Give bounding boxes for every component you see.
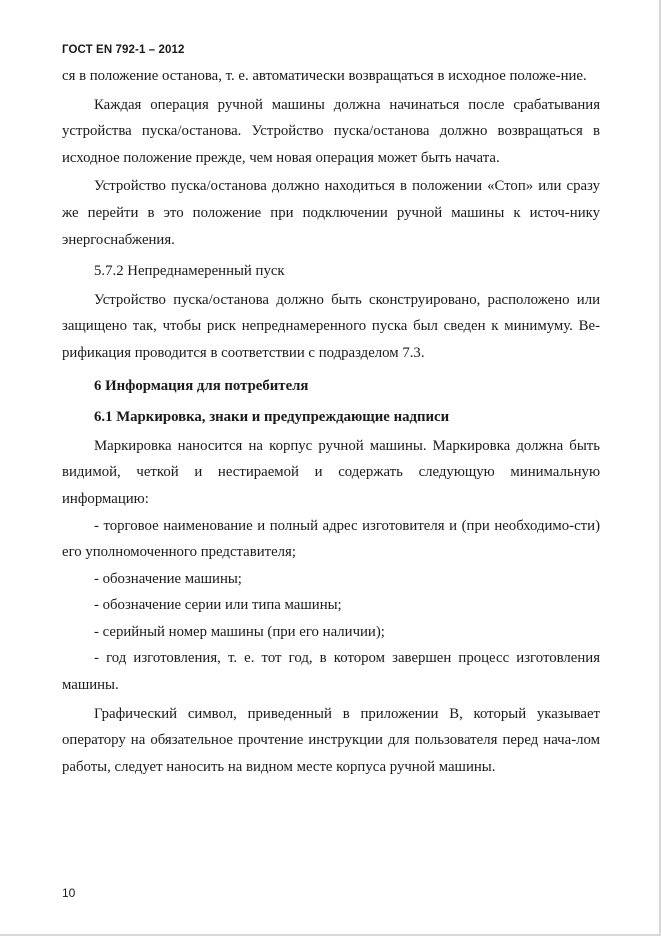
- list-item: - обозначение машины;: [94, 570, 242, 587]
- paragraph: Каждая операция ручной машины должна начинаться после срабатывания устройства пуска/останова. Устройство пуска/останова должно возвращаться в исходное положение прежде, чем новая операция может быть начата.: [62, 96, 600, 166]
- list-item: - серийный номер машины (при его наличии);: [94, 623, 385, 640]
- list-item: - обозначение серии или типа машины;: [94, 597, 342, 614]
- paragraph: Графический символ, приведенный в приложении В, который указывает оператору на обязательное прочтение инструкции для пользователя перед нача-лом работы, следует наносить на видном месте корпуса ручной машины.: [62, 705, 600, 775]
- document-body: [62, 63, 600, 780]
- section-heading: 6 Информация для потребителя: [94, 377, 309, 394]
- document-header: ГОСТ EN 792-1 – 2012: [62, 44, 185, 56]
- paragraph: Устройство пуска/останова должно быть сконструировано, расположено или защищено так, чтобы риск непреднамеренного пуска был сведен к минимуму. Ве-рификация проводится в соответствии с подразделом 7.3.: [62, 291, 600, 361]
- page-number: 10: [62, 886, 76, 900]
- paragraph: Маркировка наносится на корпус ручной машины. Маркировка должна быть видимой, четкой и нестираемой и содержать следующую минимальную информацию:: [62, 437, 600, 507]
- subsection-heading: 5.7.2 Непреднамеренный пуск: [94, 263, 285, 280]
- paragraph: Устройство пуска/останова должно находиться в положении «Стоп» или сразу же перейти в это положение при подключении ручной машины к источ-нику энергоснабжения.: [62, 178, 600, 248]
- list-item: - год изготовления, т. е. тот год, в котором завершен процесс изготовления машины.: [62, 650, 600, 694]
- paragraph-continuation: ся в положение останова, т. е. автоматически возвращаться в исходное положе-ние.: [62, 68, 587, 84]
- list-item: - торговое наименование и полный адрес изготовителя и (при необходимо-сти) его уполномоченного представителя;: [62, 517, 600, 561]
- subsection-heading: 6.1 Маркировка, знаки и предупреждающие надписи: [94, 409, 450, 426]
